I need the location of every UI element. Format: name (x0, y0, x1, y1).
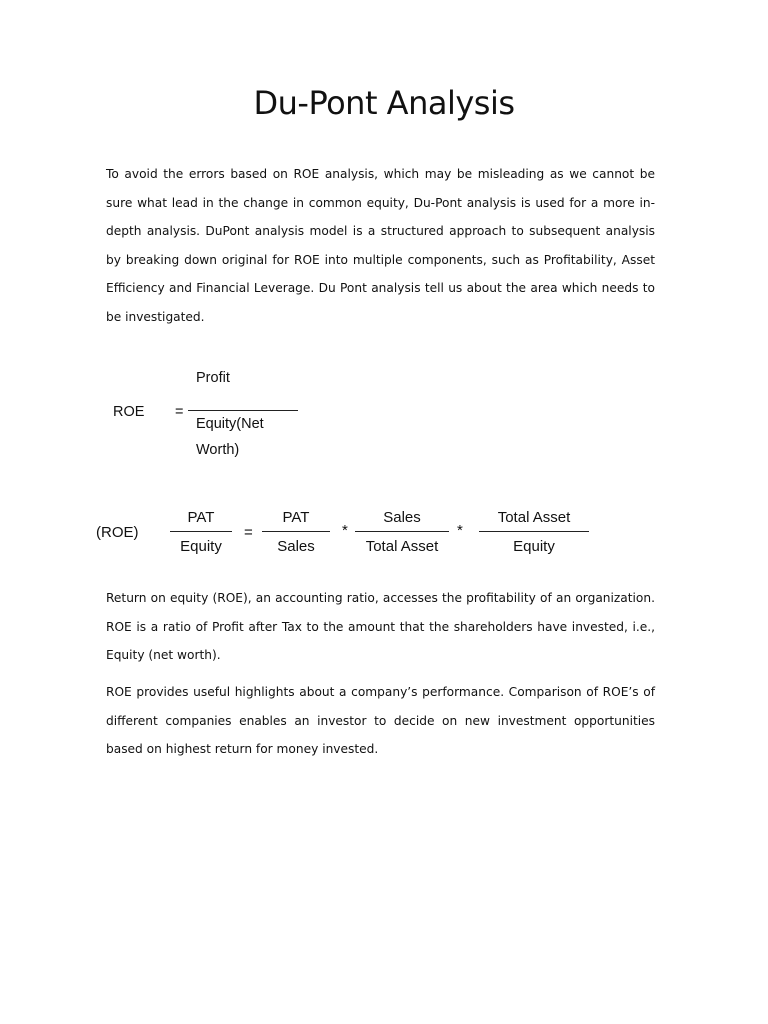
fraction-bar (355, 531, 449, 532)
multiply-sign: * (457, 522, 463, 539)
fraction-bar (479, 531, 589, 532)
fraction-denominator: Equity (180, 538, 222, 555)
fraction-pat-equity (170, 509, 232, 561)
equals-sign: = (175, 404, 184, 420)
fraction-numerator: PAT (282, 509, 310, 526)
fraction-bar (262, 531, 330, 532)
page-title: Du-Pont Analysis (253, 84, 515, 122)
formula-numerator: Profit (196, 370, 230, 386)
fraction-bar (170, 531, 232, 532)
fraction-pat-sales (262, 509, 330, 561)
intro-paragraph: To avoid the errors based on ROE analysis, which may be misleading as we cannot be sure what lead in the change in common equity, Du-Pont analysis is used for a more in-depth analysis. DuPont analysis model is a structured approach to subsequent analysis by breaking down original for ROE into multiple components, such as Profitability, Asset Efficiency and Financial Leverage. Du Pont analysis tell us about the area which needs to be investigated. (106, 167, 655, 324)
fraction-denominator: Sales (277, 538, 315, 555)
formula-denominator: Equity(Net Worth) (196, 416, 264, 458)
fraction-numerator: Sales (383, 509, 421, 526)
formula-lhs: ROE (113, 404, 145, 420)
fraction-numerator: Total Asset (497, 509, 571, 526)
fraction-denominator: Total Asset (365, 538, 439, 555)
roe-definition-paragraph: Return on equity (ROE), an accounting ratio, accesses the profitability of an organization. ROE is a ratio of Profit after Tax to the amount that the shareholders have invested, i.e., Equity (net worth). (106, 591, 655, 662)
fraction-denominator: Equity (513, 538, 555, 555)
fraction-total-asset-equity (479, 509, 589, 561)
equals-sign: = (244, 524, 253, 541)
roe-highlights-paragraph: ROE provides useful highlights about a company’s performance. Comparison of ROE’s of different companies enables an investor to decide on new investment opportunities based on highest return for money invested. (106, 685, 655, 756)
formula-lhs: (ROE) (96, 524, 139, 541)
multiply-sign: * (342, 522, 348, 539)
fraction-sales-total-asset (355, 509, 449, 561)
fraction-numerator: PAT (187, 509, 215, 526)
